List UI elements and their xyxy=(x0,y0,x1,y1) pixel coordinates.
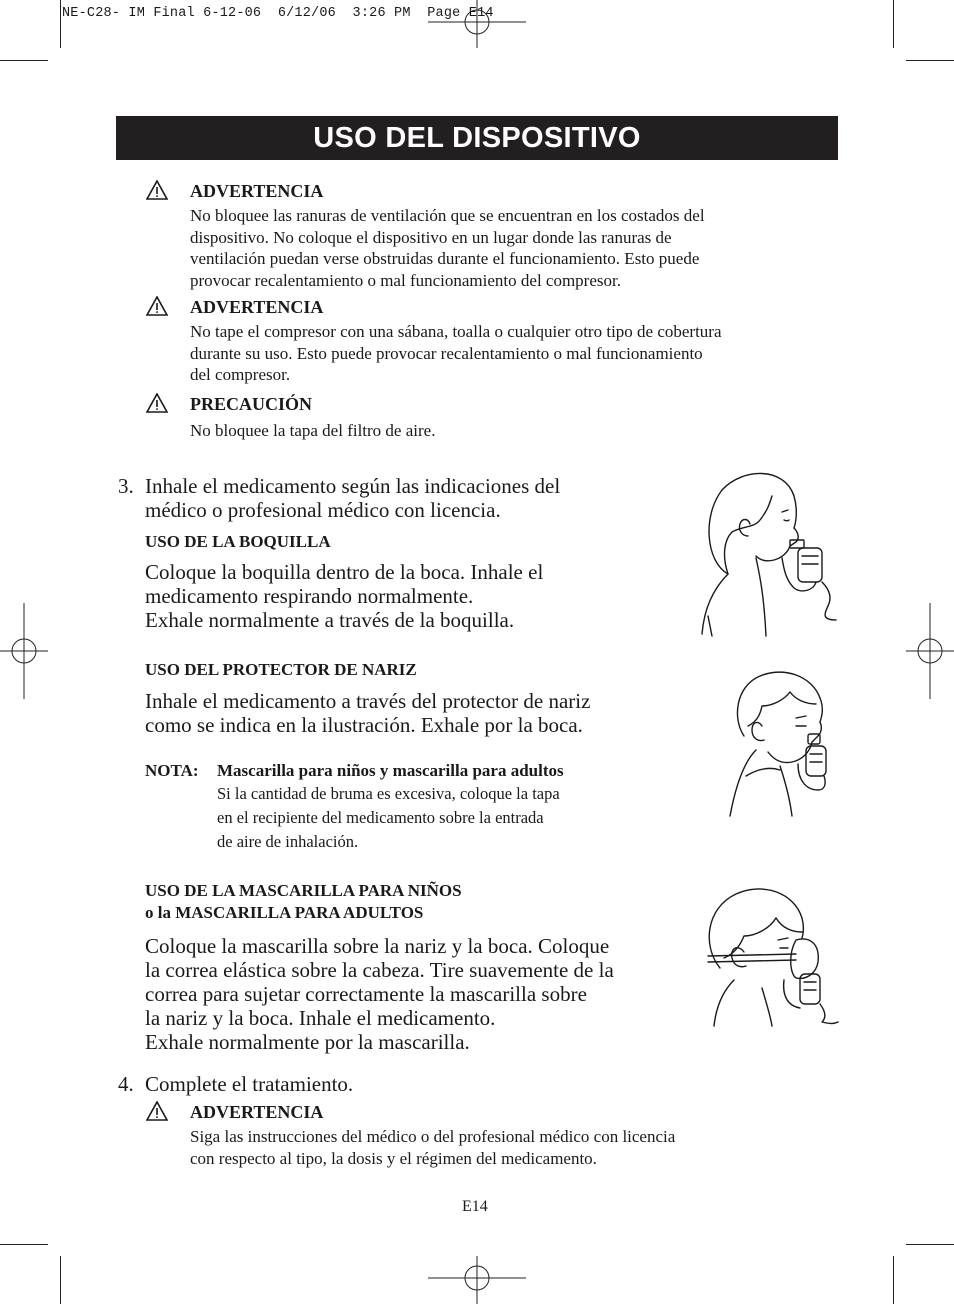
crop-mark xyxy=(60,1256,61,1304)
registration-mark-left xyxy=(0,603,48,699)
warning-text: No bloquee las ranuras de ventilación que se encuentran en los costados del dispositivo. No coloque el dispositivo en un lugar donde las ranuras de ventilación puedan verse obstruidas durante el funcionamiento. Esto puede provocar recalentamiento o mal funcionamiento del compresor. xyxy=(190,206,705,290)
print-slug: NE-C28- IM Final 6-12-06 6/12/06 3:26 PM Page E14 xyxy=(62,6,494,21)
warning-triangle-icon xyxy=(146,296,168,316)
section-heading-mouthpiece: USO DE LA BOQUILLA xyxy=(145,532,331,551)
caution-heading: PRECAUCIÓN xyxy=(190,394,313,414)
warning-heading: ADVERTENCIA xyxy=(190,1102,324,1122)
warning-text: Siga las instrucciones del médico o del profesional médico con licencia con respecto al tipo, la dosis y el régimen del medicamento. xyxy=(190,1127,676,1168)
note-label: NOTA: xyxy=(145,761,199,780)
caution-triangle-icon xyxy=(146,393,168,413)
page-number: E14 xyxy=(462,1198,488,1215)
warning-heading: ADVERTENCIA xyxy=(190,181,324,201)
warning-text: No tape el compresor con una sábana, toalla o cualquier otro tipo de cobertura durante su uso. Esto puede provocar recalentamiento o mal funcionamiento del compresor. xyxy=(190,322,722,384)
note-text: Si la cantidad de bruma es excesiva, coloque la tapa en el recipiente del medicamento sobre la entrada de aire de inhalación. xyxy=(217,784,560,851)
registration-mark-right xyxy=(906,603,954,699)
step-text: Complete el tratamiento. xyxy=(145,1072,354,1096)
crop-mark xyxy=(60,0,61,48)
section-text-mouthpiece: Coloque la boquilla dentro de la boca. Inhale el medicamento respirando normalmente. Exhale normalmente a través de la boquilla. xyxy=(145,560,544,632)
section-text-nosepiece: Inhale el medicamento a través del protector de nariz como se indica en la ilustración. Exhale por la boca. xyxy=(145,689,591,737)
mouthpiece-illustration xyxy=(698,466,840,640)
registration-mark-bottom xyxy=(428,1256,526,1304)
warning-triangle-icon xyxy=(146,1101,168,1121)
registration-mark-top xyxy=(428,0,526,48)
step-text: Inhale el medicamento según las indicaciones del médico o profesional médico con licencia. xyxy=(145,474,561,522)
crop-mark xyxy=(0,1244,48,1245)
warning-heading: ADVERTENCIA xyxy=(190,297,324,317)
crop-mark xyxy=(893,0,894,48)
section-heading-nosepiece: USO DEL PROTECTOR DE NARIZ xyxy=(145,660,417,679)
crop-mark xyxy=(906,60,954,61)
nosepiece-illustration xyxy=(726,666,832,818)
step-number: 3. xyxy=(118,474,134,498)
section-heading-mask: USO DE LA MASCARILLA PARA NIÑOS o la MASCARILLA PARA ADULTOS xyxy=(145,881,462,922)
section-text-mask: Coloque la mascarilla sobre la nariz y la boca. Coloque la correa elástica sobre la cabeza. Tire suavemente de la correa para sujetar correctamente la mascarilla sobre la nariz y la boca. Inhale el medicamento. Exhale normalmente por la mascarilla. xyxy=(145,934,614,1054)
mask-illustration xyxy=(700,884,840,1028)
caution-text: No bloquee la tapa del filtro de aire. xyxy=(190,421,436,440)
crop-mark xyxy=(0,60,48,61)
warning-triangle-icon xyxy=(146,180,168,200)
crop-mark xyxy=(906,1244,954,1245)
crop-mark xyxy=(893,1256,894,1304)
step-number: 4. xyxy=(118,1072,134,1096)
note-heading: Mascarilla para niños y mascarilla para adultos xyxy=(217,761,564,780)
page-title: USO DEL DISPOSITIVO xyxy=(116,116,838,160)
